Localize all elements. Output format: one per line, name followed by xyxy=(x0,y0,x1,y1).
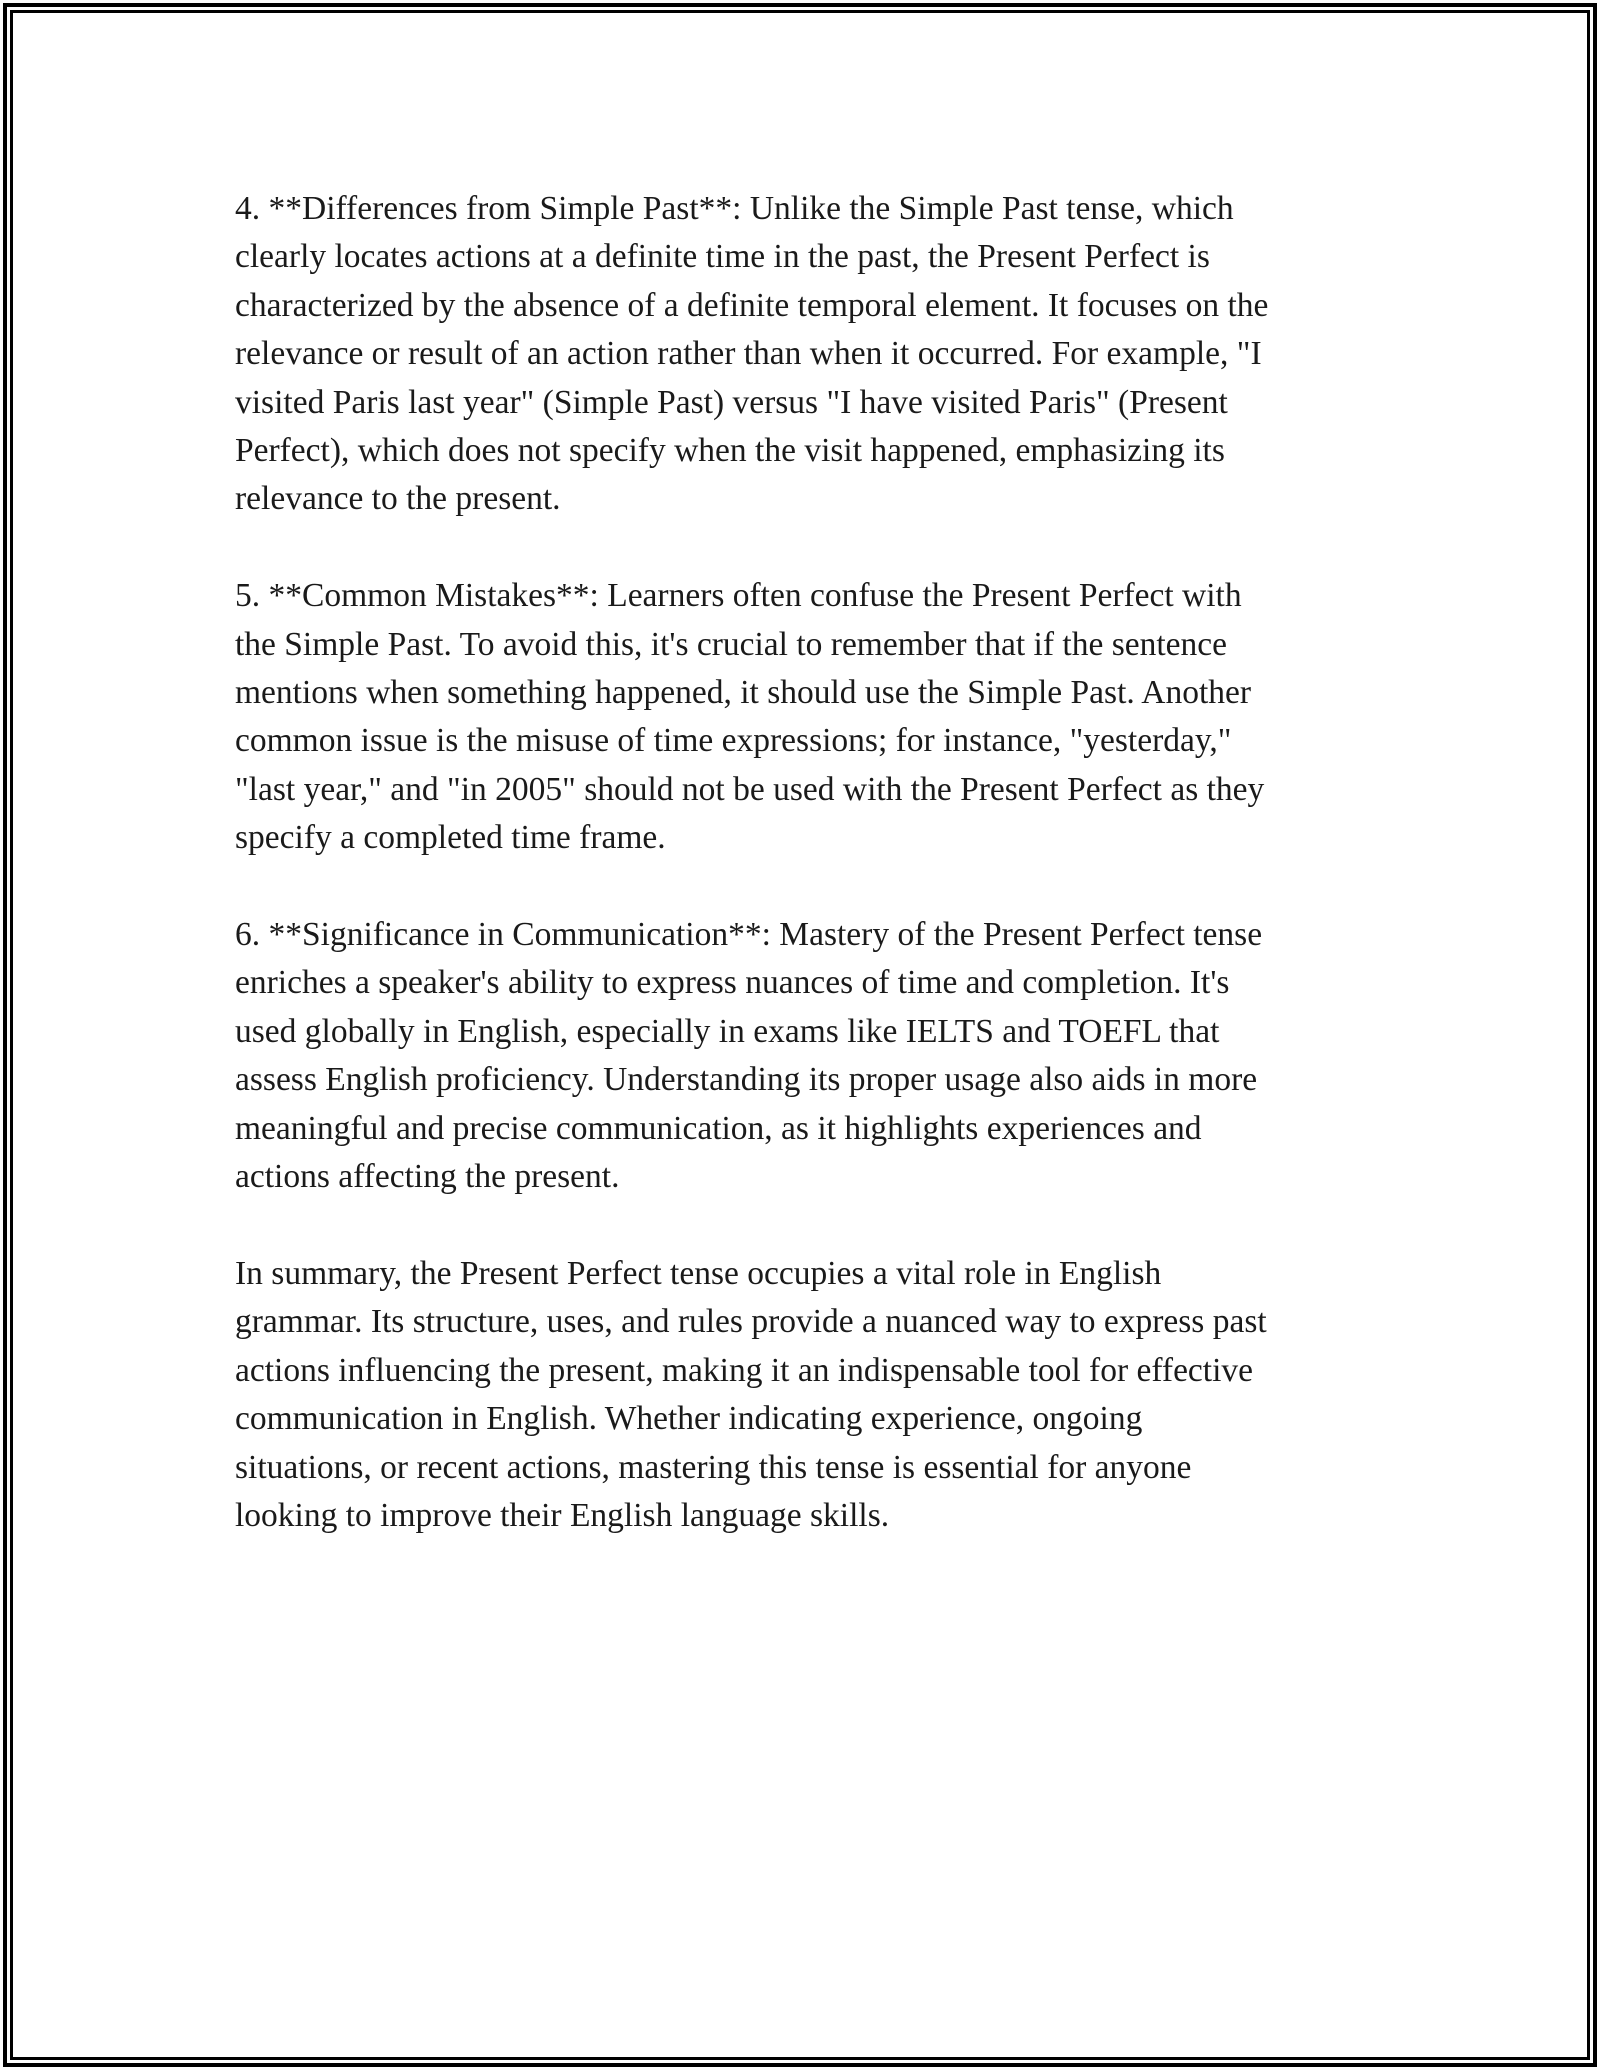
paragraph-common-mistakes: 5. **Common Mistakes**: Learners often confuse the Present Perfect with the Simple Past. To avoid this, it's crucial to remember that if the sentence mentions when something happened, it should use the Simple Past. Another common issue is the misuse of time expressions; for instance, "yesterday," "last year," and "in 2005" should not be used with the Present Perfect as they specify a completed time frame. xyxy=(235,577,1265,857)
document-body xyxy=(235,185,1385,1589)
paragraph-significance-in-communication: 6. **Significance in Communication**: Mastery of the Present Perfect tense enriches a speaker's ability to express nuances of time and completion. It's used globally in English, especially in exams like IELTS and TOEFL that assess English proficiency. Understanding its proper usage also aids in more meaningful and precise communication, as it highlights experiences and actions affecting the present. xyxy=(235,916,1263,1196)
paragraph-differences-from-simple-past: 4. **Differences from Simple Past**: Unlike the Simple Past tense, which clearly locates actions at a definite time in the past, the Present Perfect is characterized by the absence of a definite temporal element. It focuses on the relevance or result of an action rather than when it occurred. For example, "I visited Paris last year" (Simple Past) versus "I have visited Paris" (Present Perfect), which does not specify when the visit happened, emphasizing its relevance to the present. xyxy=(235,190,1269,518)
paragraph-summary: In summary, the Present Perfect tense occupies a vital role in English grammar. Its structure, uses, and rules provide a nuanced way to express past actions influencing the present, making it an indispensable tool for effective communication in English. Whether indicating experience, ongoing situations, or recent actions, mastering this tense is essential for anyone looking to improve their English language skills. xyxy=(235,1254,1267,1534)
